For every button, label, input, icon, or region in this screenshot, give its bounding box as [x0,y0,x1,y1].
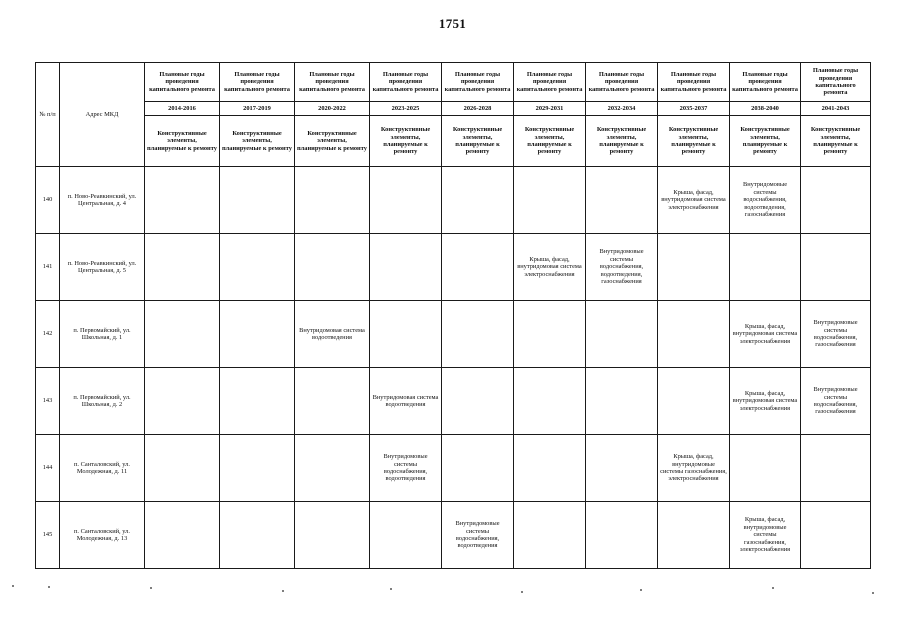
period-years-cell: 2023-2025 [370,102,442,116]
repair-cell [370,234,442,301]
table-row [36,167,871,234]
repair-cell [658,502,730,569]
repair-cell: Внутридомовая система водоотведения [295,301,370,368]
num-column-header: № п/п [36,63,60,167]
period-years-cell: 2041-2043 [801,102,871,116]
repair-cell [295,435,370,502]
repair-cell [220,368,295,435]
repair-cell: Крыша, фасад, внутридомовая система электроснабжения [730,301,801,368]
period-years-cell: 2038-2040 [730,102,801,116]
elements-title-cell: Конструктивные элементы, планируемые к ремонту [586,116,658,167]
repair-cell [145,301,220,368]
elements-title-cell: Конструктивные элементы, планируемые к ремонту [730,116,801,167]
scan-speckle [48,586,50,588]
repair-cell [370,502,442,569]
repair-cell [145,167,220,234]
repair-cell [442,368,514,435]
repair-cell [658,301,730,368]
repair-cell [220,234,295,301]
scan-speckles [0,585,905,605]
row-number: 144 [36,435,60,502]
table-row [36,435,871,502]
repair-cell [586,368,658,435]
repair-cell: Внутридомовые системы водоснабжения, водоотведения [370,435,442,502]
repair-cell [801,167,871,234]
repair-cell [145,435,220,502]
repair-cell [730,234,801,301]
period-years-cell: 2026-2028 [442,102,514,116]
repair-cell: Крыша, фасад, внутридомовая система электроснабжения [514,234,586,301]
repair-cell [658,234,730,301]
scan-speckle [640,589,642,591]
capital-repair-plan-table [35,62,871,569]
table-row [36,301,871,368]
period-title-cell: Плановые годы проведения капитального ремонта [145,63,220,102]
repair-cell [220,167,295,234]
repair-cell [295,234,370,301]
repair-cell [145,368,220,435]
repair-cell [442,234,514,301]
table-row [36,368,871,435]
address-column-header: Адрес МКД [60,63,145,167]
repair-cell [801,234,871,301]
row-address: п. Санталовский, ул. Молодежная, д. 13 [60,502,145,569]
scan-speckle [150,587,152,589]
repair-cell: Крыша, фасад, внутридомовые системы газоснабжения, электроснабжения [658,435,730,502]
period-years-cell: 2014-2016 [145,102,220,116]
repair-cell: Крыша, фасад, внутридомовая система электроснабжения [658,167,730,234]
repair-cell: Внутридомовые системы водоснабжения, газоснабжения [801,368,871,435]
row-address: п. Первомайский, ул. Школьная, д. 1 [60,301,145,368]
repair-cell [220,502,295,569]
repair-cell [442,301,514,368]
scan-speckle [872,592,874,594]
repair-cell [295,167,370,234]
period-title-cell: Плановые годы проведения капитального ремонта [220,63,295,102]
period-title-cell: Плановые годы проведения капитального ремонта [295,63,370,102]
repair-cell [370,301,442,368]
repair-cell [514,167,586,234]
page-number: 1751 [438,16,467,31]
row-number: 145 [36,502,60,569]
period-years-cell: 2035-2037 [658,102,730,116]
repair-cell [295,502,370,569]
row-address: п. Первомайский, ул. Школьная, д. 2 [60,368,145,435]
repair-cell [514,368,586,435]
repair-cell [586,301,658,368]
repair-cell [730,435,801,502]
repair-cell: Внутридомовые системы водоснабжения, газоснабжения [801,301,871,368]
elements-title-cell: Конструктивные элементы, планируемые к ремонту [658,116,730,167]
row-number: 143 [36,368,60,435]
repair-cell [801,502,871,569]
period-title-cell: Плановые годы проведения капитального ремонта [730,63,801,102]
repair-cell [145,502,220,569]
period-title-cell: Плановые годы проведения капитального ремонта [801,63,871,102]
header-row-years [36,102,871,116]
repair-cell [658,368,730,435]
repair-cell [514,435,586,502]
period-years-cell: 2029-2031 [514,102,586,116]
period-years-cell: 2017-2019 [220,102,295,116]
repair-cell: Внутридомовые системы водоснабжения, водоотведения, газоснабжения [730,167,801,234]
repair-cell: Внутридомовая система водоотведения [370,368,442,435]
repair-cell [801,435,871,502]
period-title-cell: Плановые годы проведения капитального ремонта [370,63,442,102]
elements-title-cell: Конструктивные элементы, планируемые к ремонту [145,116,220,167]
repair-cell [442,435,514,502]
row-address: п. Санталовский, ул. Молодежная, д. 11 [60,435,145,502]
repair-cell [442,167,514,234]
table-row [36,234,871,301]
repair-cell: Крыша, фасад, внутридомовые системы газоснабжения, электроснабжения [730,502,801,569]
elements-title-cell: Конструктивные элементы, планируемые к ремонту [514,116,586,167]
repair-cell: Крыша, фасад, внутридомовая система электроснабжения [730,368,801,435]
repair-cell [586,502,658,569]
repair-cell [145,234,220,301]
repair-cell: Внутридомовые системы водоснабжения, водоотведения [442,502,514,569]
row-number: 142 [36,301,60,368]
period-title-cell: Плановые годы проведения капитального ремонта [586,63,658,102]
row-number: 140 [36,167,60,234]
scan-speckle [521,591,523,593]
repair-cell [586,435,658,502]
elements-title-cell: Конструктивные элементы, планируемые к ремонту [370,116,442,167]
scan-speckle [282,590,284,592]
elements-title-cell: Конструктивные элементы, планируемые к ремонту [220,116,295,167]
period-title-cell: Плановые годы проведения капитального ремонта [442,63,514,102]
scan-speckle [12,585,14,587]
elements-title-cell: Конструктивные элементы, планируемые к ремонту [442,116,514,167]
row-number: 141 [36,234,60,301]
repair-cell [295,368,370,435]
row-address: п. Ново-Реавкинский, ул. Центральная, д. 5 [60,234,145,301]
period-title-cell: Плановые годы проведения капитального ремонта [658,63,730,102]
repair-cell [370,167,442,234]
repair-cell [586,167,658,234]
elements-title-cell: Конструктивные элементы, планируемые к ремонту [801,116,871,167]
period-title-cell: Плановые годы проведения капитального ремонта [514,63,586,102]
repair-cell [220,435,295,502]
period-years-cell: 2020-2022 [295,102,370,116]
repair-cell [220,301,295,368]
header-row-titles [36,63,871,102]
elements-title-cell: Конструктивные элементы, планируемые к ремонту [295,116,370,167]
repair-cell: Внутридомовые системы водоснабжения, водоотведения, газоснабжения [586,234,658,301]
repair-cell [514,502,586,569]
header-row-elements [36,116,871,167]
scan-speckle [390,588,392,590]
row-address: п. Ново-Реавкинский, ул. Центральная, д. 4 [60,167,145,234]
table-row [36,502,871,569]
scan-speckle [772,587,774,589]
period-years-cell: 2032-2034 [586,102,658,116]
repair-cell [514,301,586,368]
